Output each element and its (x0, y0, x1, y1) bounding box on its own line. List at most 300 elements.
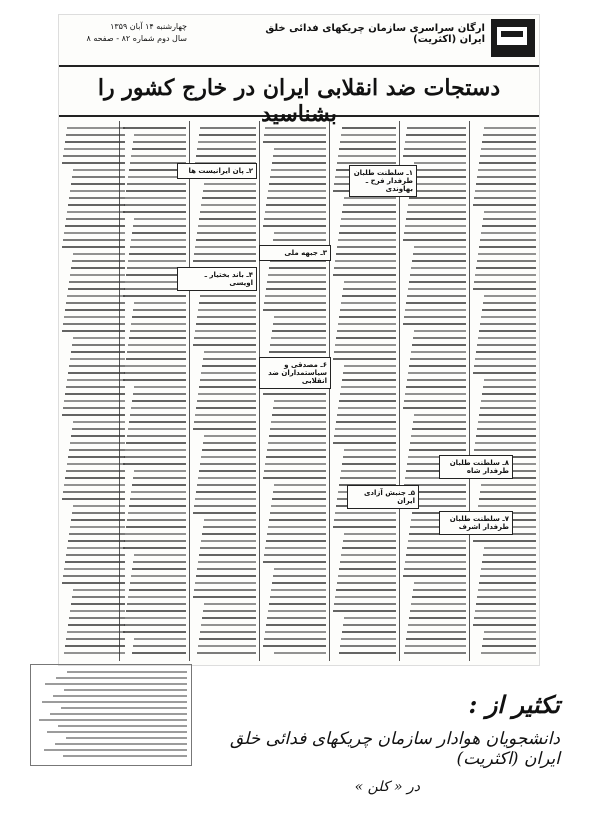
text-line (336, 589, 396, 591)
text-line (68, 204, 125, 206)
text-line (265, 295, 326, 297)
text-line (123, 295, 186, 297)
text-line (481, 316, 536, 318)
text-line (72, 176, 125, 178)
text-line (481, 148, 536, 150)
text-line (58, 725, 187, 727)
text-line (273, 491, 326, 493)
text-line (64, 689, 187, 691)
text-line (199, 638, 256, 640)
text-line (343, 540, 396, 542)
text-line (333, 274, 396, 276)
text-line (267, 533, 326, 535)
text-line (68, 288, 125, 290)
text-line (67, 463, 125, 465)
text-line (338, 575, 396, 577)
text-line (479, 330, 536, 332)
text-line (484, 379, 536, 381)
text-line (69, 365, 125, 367)
text-column-7 (59, 121, 129, 661)
text-line (413, 421, 466, 423)
text-line (263, 141, 326, 143)
text-line (414, 414, 466, 416)
text-line (132, 652, 186, 654)
text-line (67, 547, 125, 549)
text-line (123, 463, 186, 465)
text-line (198, 225, 256, 227)
text-line (66, 218, 125, 220)
text-line (414, 330, 466, 332)
text-line (123, 127, 186, 129)
text-line (265, 631, 326, 633)
text-line (127, 183, 186, 185)
text-line (411, 603, 466, 605)
text-line (344, 449, 396, 451)
text-line (407, 127, 466, 129)
text-line (344, 281, 396, 283)
text-line (56, 677, 187, 679)
text-line (476, 183, 536, 185)
text-line (201, 372, 256, 374)
text-line (67, 127, 125, 129)
text-line (263, 393, 326, 395)
text-line (202, 365, 256, 367)
text-line (413, 505, 466, 507)
text-line (340, 645, 396, 647)
text-line (483, 302, 536, 304)
text-line (65, 393, 125, 395)
text-line (129, 505, 186, 507)
text-line (197, 484, 256, 486)
text-line (204, 603, 256, 605)
text-line (338, 239, 396, 241)
text-line (274, 652, 326, 654)
text-line (127, 519, 186, 521)
text-line (273, 407, 326, 409)
text-line (62, 498, 125, 500)
text-line (69, 617, 125, 619)
issue-number: سال دوم شماره ۸۲ - صفحه ۸ (86, 34, 187, 43)
text-line (197, 568, 256, 570)
text-line (408, 372, 466, 374)
text-line (70, 526, 125, 528)
text-line (268, 610, 326, 612)
masthead (59, 15, 539, 67)
text-line (71, 267, 125, 269)
text-line (269, 603, 326, 605)
text-line (337, 330, 396, 332)
text-line (339, 148, 396, 150)
text-line (69, 449, 125, 451)
text-line (204, 351, 256, 353)
text-line (62, 246, 125, 248)
text-line (483, 638, 536, 640)
text-line (134, 638, 186, 640)
text-line (131, 575, 186, 577)
text-line (133, 645, 186, 647)
text-line (483, 218, 536, 220)
text-line (128, 344, 186, 346)
text-line (343, 456, 396, 458)
text-line (66, 554, 125, 556)
text-line (272, 162, 326, 164)
text-line (404, 400, 466, 402)
text-line (414, 162, 466, 164)
text-line (194, 421, 256, 423)
text-line (334, 267, 396, 269)
text-line (405, 393, 466, 395)
text-line (414, 582, 466, 584)
text-line (264, 218, 326, 220)
text-line (133, 561, 186, 563)
text-line (405, 141, 466, 143)
text-line (65, 309, 125, 311)
text-line (127, 351, 186, 353)
text-line (414, 246, 466, 248)
text-line (338, 155, 396, 157)
text-line (408, 624, 466, 626)
text-line (123, 547, 186, 549)
text-line (271, 421, 326, 423)
text-column-3 (329, 121, 400, 661)
text-line (125, 449, 186, 451)
text-line (342, 379, 396, 381)
text-line (195, 246, 256, 248)
text-line (194, 337, 256, 339)
text-line (474, 281, 536, 283)
text-line (411, 267, 466, 269)
text-line (194, 253, 256, 255)
text-line (336, 421, 396, 423)
text-line (334, 435, 396, 437)
text-line (333, 610, 396, 612)
text-line (404, 568, 466, 570)
text-line (407, 379, 466, 381)
text-line (478, 253, 536, 255)
text-line (473, 288, 536, 290)
text-line (126, 190, 186, 192)
text-line (197, 400, 256, 402)
text-line (473, 540, 536, 542)
text-line (44, 749, 187, 751)
text-line (477, 176, 536, 178)
text-line (39, 719, 187, 721)
text-line (195, 498, 256, 500)
text-line (334, 519, 396, 521)
text-line (196, 323, 256, 325)
text-line (413, 337, 466, 339)
text-line (268, 274, 326, 276)
text-line (343, 624, 396, 626)
text-line (409, 281, 466, 283)
text-line (133, 477, 186, 479)
newspaper-page (58, 14, 540, 666)
text-line (63, 575, 125, 577)
text-line (481, 400, 536, 402)
text-line (344, 197, 396, 199)
text-line (129, 337, 186, 339)
stamp-line-1: تکثیر از : (468, 690, 560, 719)
text-line (270, 596, 326, 598)
text-line (335, 344, 396, 346)
text-line (123, 211, 186, 213)
text-line (263, 477, 326, 479)
text-line (269, 267, 326, 269)
text-line (482, 309, 536, 311)
text-line (71, 435, 125, 437)
text-line (127, 435, 186, 437)
text-line (403, 575, 466, 577)
text-line (475, 190, 536, 192)
text-line (484, 547, 536, 549)
text-line (73, 505, 125, 507)
text-line (134, 134, 186, 136)
text-line (272, 414, 326, 416)
text-line (193, 428, 256, 430)
text-line (264, 470, 326, 472)
text-line (334, 351, 396, 353)
text-line (128, 596, 186, 598)
text-line (406, 386, 466, 388)
text-line (340, 309, 396, 311)
text-line (268, 526, 326, 528)
text-line (265, 463, 326, 465)
text-line (479, 414, 536, 416)
text-line (197, 148, 256, 150)
text-line (410, 358, 466, 360)
text-line (64, 148, 125, 150)
text-line (70, 190, 125, 192)
distribution-stamp (190, 690, 560, 795)
text-line (408, 204, 466, 206)
text-line (131, 155, 186, 157)
text-line (202, 197, 256, 199)
text-line (340, 477, 396, 479)
text-line (483, 554, 536, 556)
text-line (266, 288, 326, 290)
text-line (481, 652, 536, 654)
stamp-line-2: دانشجویان هوادار سازمان چریکهای فدائی خلق ایران (اکثریت) (229, 729, 560, 769)
text-line (70, 610, 125, 612)
text-line (340, 225, 396, 227)
text-line (67, 379, 125, 381)
organ-title: ارگان سراسری سازمان چریکهای فدائی خلق ایران (اکثریت) (265, 23, 485, 45)
text-line (197, 652, 256, 654)
stamp-line-3: در « کلن » (354, 779, 420, 795)
text-line (269, 183, 326, 185)
section-box-4: ۴ـ باند بختیار ـ اویسی (177, 267, 257, 291)
text-line (69, 197, 125, 199)
text-line (480, 575, 536, 577)
text-line (47, 731, 187, 733)
text-line (474, 365, 536, 367)
text-line (412, 344, 466, 346)
text-line (65, 225, 125, 227)
text-line (263, 309, 326, 311)
text-line (336, 253, 396, 255)
text-line (200, 295, 256, 297)
text-line (125, 365, 186, 367)
text-line (407, 547, 466, 549)
text-line (264, 638, 326, 640)
text-line (409, 365, 466, 367)
text-line (63, 407, 125, 409)
text-column-1 (469, 121, 540, 661)
text-line (477, 344, 536, 346)
text-line (195, 330, 256, 332)
text-line (482, 141, 536, 143)
clipped-article-fragment (30, 664, 192, 766)
text-line (341, 134, 396, 136)
text-line (269, 435, 326, 437)
text-line (484, 127, 536, 129)
text-line (197, 316, 256, 318)
text-line (403, 323, 466, 325)
text-line (131, 323, 186, 325)
text-line (203, 358, 256, 360)
text-line (483, 386, 536, 388)
text-line (344, 617, 396, 619)
kar-logo (491, 19, 535, 57)
text-line (198, 645, 256, 647)
text-line (403, 239, 466, 241)
text-line (200, 379, 256, 381)
text-line (200, 463, 256, 465)
text-line (202, 533, 256, 535)
text-line (128, 260, 186, 262)
text-line (266, 456, 326, 458)
text-line (196, 575, 256, 577)
text-line (204, 183, 256, 185)
text-line (195, 582, 256, 584)
section-box-1: ۱ـ سلطنت طلبان طرفدار فرح ـ بهاوندی (349, 165, 417, 197)
text-line (475, 358, 536, 360)
text-line (128, 512, 186, 514)
text-line (413, 589, 466, 591)
text-line (267, 281, 326, 283)
text-line (482, 561, 536, 563)
text-line (132, 484, 186, 486)
text-line (55, 743, 187, 745)
text-line (479, 498, 536, 500)
text-line (410, 274, 466, 276)
text-line (193, 512, 256, 514)
text-line (194, 589, 256, 591)
text-line (199, 554, 256, 556)
text-line (342, 631, 396, 633)
section-box-2: ۲ـ پان ایرانیست ها (177, 163, 257, 179)
text-line (66, 737, 187, 739)
text-line (200, 547, 256, 549)
text-line (125, 617, 186, 619)
text-line (132, 148, 186, 150)
text-line (126, 610, 186, 612)
text-line (64, 484, 125, 486)
text-line (475, 610, 536, 612)
text-line (73, 421, 125, 423)
text-line (126, 358, 186, 360)
text-line (70, 442, 125, 444)
text-line (338, 407, 396, 409)
text-line (72, 344, 125, 346)
text-line (265, 127, 326, 129)
text-line (476, 603, 536, 605)
text-line (480, 239, 536, 241)
text-line (274, 316, 326, 318)
text-line (412, 260, 466, 262)
text-line (409, 449, 466, 451)
text-line (65, 561, 125, 563)
text-line (73, 253, 125, 255)
text-line (130, 330, 186, 332)
text-line (335, 596, 396, 598)
text-line (412, 428, 466, 430)
text-line (71, 351, 125, 353)
text-line (484, 631, 536, 633)
text-line (341, 218, 396, 220)
logo-bar-shape (501, 31, 523, 37)
section-box-5: ۵ـ جنبش آزادی ایران (347, 485, 419, 509)
text-line (405, 645, 466, 647)
text-line (269, 351, 326, 353)
text-line (199, 218, 256, 220)
text-line (124, 372, 186, 374)
text-line (343, 372, 396, 374)
text-line (342, 211, 396, 213)
text-line (412, 596, 466, 598)
text-line (131, 407, 186, 409)
text-line (71, 183, 125, 185)
text-line (480, 407, 536, 409)
text-line (129, 589, 186, 591)
text-line (196, 155, 256, 157)
text-line (133, 393, 186, 395)
text-line (342, 463, 396, 465)
text-line (482, 645, 536, 647)
text-line (134, 554, 186, 556)
text-line (271, 169, 326, 171)
text-line (266, 624, 326, 626)
issue-date: چهارشنبه ۱۴ آبان ۱۳۵۹ (110, 22, 187, 31)
text-line (129, 421, 186, 423)
text-line (473, 624, 536, 626)
text-line (204, 519, 256, 521)
text-line (73, 169, 125, 171)
text-line (199, 302, 256, 304)
text-line (265, 211, 326, 213)
text-line (50, 713, 187, 715)
text-line (406, 554, 466, 556)
text-line (124, 204, 186, 206)
text-line (339, 316, 396, 318)
text-line (134, 470, 186, 472)
text-line (125, 533, 186, 535)
text-line (134, 386, 186, 388)
text-line (202, 449, 256, 451)
text-line (64, 232, 125, 234)
text-line (411, 183, 466, 185)
text-line (410, 190, 466, 192)
text-line (339, 568, 396, 570)
text-line (408, 288, 466, 290)
text-line (478, 421, 536, 423)
text-line (42, 701, 187, 703)
text-line (333, 358, 396, 360)
text-line (68, 456, 125, 458)
text-line (132, 568, 186, 570)
text-line (267, 617, 326, 619)
text-line (196, 407, 256, 409)
